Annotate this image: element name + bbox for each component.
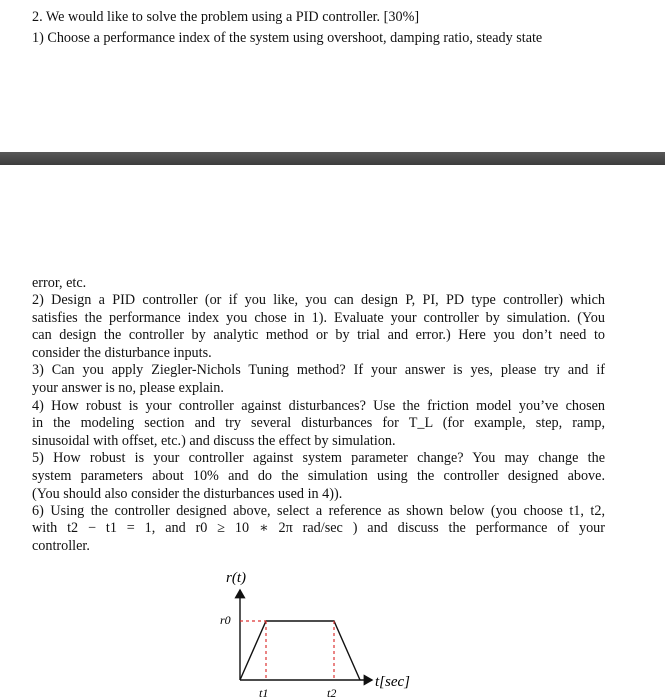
body-line: 2) Design a PID controller (or if you like, you can design P, PI, PD type controller) which [32, 292, 605, 308]
body-line: sinusoidal with offset, etc.) and discuss the effect by simulation. [32, 433, 396, 449]
body-line: consider the disturbance inputs. [32, 345, 212, 361]
body-line: controller. [32, 538, 90, 554]
body-line: 5) How robust is your controller against system parameter change? You may change the [32, 450, 605, 466]
x-axis-label: t[sec] [375, 674, 410, 690]
body-line: in the modeling section and try several disturbances for T_L (for example, step, ramp, [32, 415, 605, 431]
body-line: 3) Can you apply Ziegler-Nichols Tuning method? If your answer is yes, please try and if [32, 362, 605, 378]
body-line: (You should also consider the disturbances used in 4)). [32, 486, 343, 502]
body-line: with t2 − t1 = 1, and r0 ≥ 10 ∗ 2π rad/sec ) and discuss the performance of your [32, 520, 605, 536]
body-line: 6) Using the controller designed above, select a reference as shown below (you choose t1, t2, [32, 503, 605, 519]
y-axis-label: r(t) [226, 570, 246, 586]
reference-trapezoid [240, 621, 360, 680]
body-line: 4) How robust is your controller against disturbances? Use the friction model you’ve chosen [32, 398, 605, 414]
t2-tick-label: t2 [327, 686, 337, 700]
body-line: satisfies the performance index you chose in 1). Evaluate your controller by simulation. (You [32, 310, 605, 326]
body-line: system parameters about 10% and do the simulation using the controller designed above. [32, 468, 605, 484]
question-header: 2. We would like to solve the problem using a PID controller. [30%] [32, 9, 420, 25]
body-line: error, etc. [32, 275, 87, 291]
part1-first-line: 1) Choose a performance index of the system using overshoot, damping ratio, steady state [32, 30, 543, 46]
page-separator-band [0, 152, 665, 165]
r0-label: r0 [220, 613, 231, 627]
body-line: can design the controller by analytic method or by trial and error.) Here you don’t need to [32, 327, 605, 343]
t1-tick-label: t1 [259, 686, 269, 700]
body-line: your answer is no, please explain. [32, 380, 224, 396]
